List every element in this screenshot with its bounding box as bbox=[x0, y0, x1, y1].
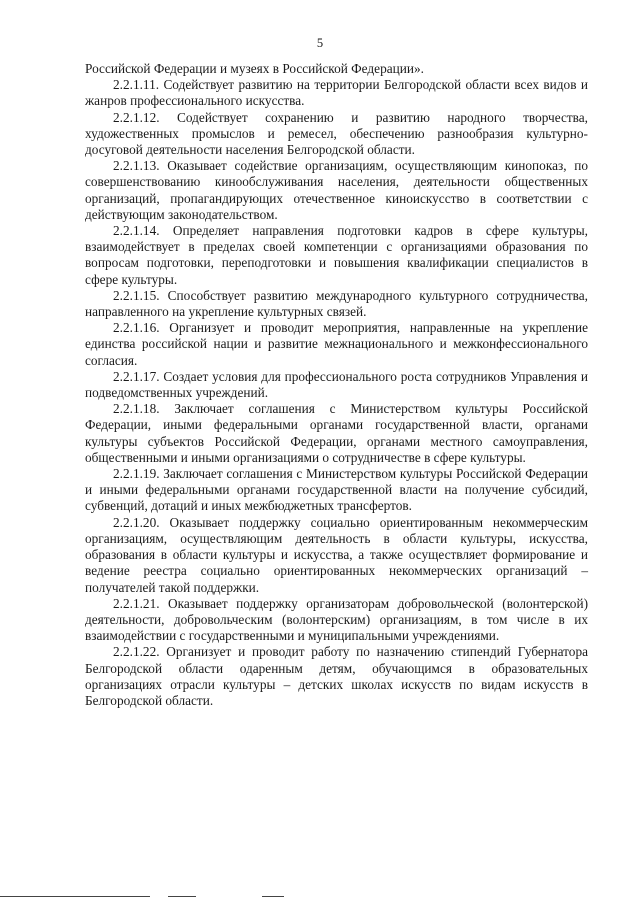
paragraph-2-2-1-21: 2.2.1.21. Оказывает поддержку организаторам добровольческой (волонтерской) деятельности, добровольческим (волонтерским) организациям, в том числе в их взаимодействии с государственными и муниципальными учреждениями. bbox=[85, 595, 588, 644]
paragraph-continuation: Российской Федерации и музеях в Российской Федерации». bbox=[85, 61, 424, 76]
document-body bbox=[85, 61, 588, 709]
page-number: 5 bbox=[316, 36, 324, 50]
paragraph-2-2-1-12: 2.2.1.12. Содействует сохранению и развитию народного творчества, художественных промыслов и ремесел, обеспечению разнообразия культурно-досуговой деятельности населения Белгородской области. bbox=[85, 109, 588, 158]
paragraph-2-2-1-18: 2.2.1.18. Заключает соглашения с Министерством культуры Российской Федерации, иными федеральными органами государственной власти, органами культуры субъектов Российской Федерации, органами местного самоуправления, общественными и иными организациями о сотрудничестве в сфере культуры. bbox=[85, 401, 588, 465]
scan-edge-mark bbox=[262, 896, 284, 897]
paragraph-2-2-1-13: 2.2.1.13. Оказывает содействие организациям, осуществляющим кинопоказ, по совершенствованию кинообслуживания населения, деятельности общественных организаций, пропагандирующих отечественное киноискусство в соответствии с действующим законодательством. bbox=[85, 158, 588, 222]
paragraph-2-2-1-16: 2.2.1.16. Организует и проводит мероприятия, направленные на укрепление единства российской нации и развитие межнационального и межконфессионального согласия. bbox=[85, 320, 588, 368]
scan-edge-mark bbox=[168, 896, 196, 897]
paragraph-2-2-1-11: 2.2.1.11. Содействует развитию на территории Белгородской области всех видов и жанров профессионального искусства. bbox=[85, 77, 588, 109]
paragraph-2-2-1-15: 2.2.1.15. Способствует развитию международного культурного сотрудничества, направленного на укрепление культурных связей. bbox=[85, 287, 588, 320]
paragraph-2-2-1-14: 2.2.1.14. Определяет направления подготовки кадров в сфере культуры, взаимодействует в пределах своей компетенции с организациями образования по вопросам подготовки, переподготовки и повышения квалификации специалистов в сфере культуры. bbox=[85, 223, 588, 287]
paragraph-2-2-1-22: 2.2.1.22. Организует и проводит работу по назначению стипендий Губернатора Белгородской области одаренным детям, обучающимся в образовательных организациях отрасли культуры – детских школах искусств по видам искусств в Белгородской области. bbox=[85, 644, 588, 708]
paragraph-2-2-1-20: 2.2.1.20. Оказывает поддержку социально ориентированным некоммерческим организациям, осуществляющим деятельность в области культуры, искусства, образования в области культуры и искусства, а также осуществляет формирование и ведение реестра социально ориентированных некоммерческих организаций – получателей такой поддержки. bbox=[85, 514, 588, 595]
paragraph-2-2-1-19: 2.2.1.19. Заключает соглашения с Министерством культуры Российской Федерации и иными федеральными органами государственной власти на получение субсидий, субвенций, дотаций и иных межбюджетных трансфертов. bbox=[85, 466, 588, 514]
scan-edge-mark bbox=[0, 896, 150, 897]
paragraph-2-2-1-17: 2.2.1.17. Создает условия для профессионального роста сотрудников Управления и подведомственных учреждений. bbox=[85, 368, 588, 401]
